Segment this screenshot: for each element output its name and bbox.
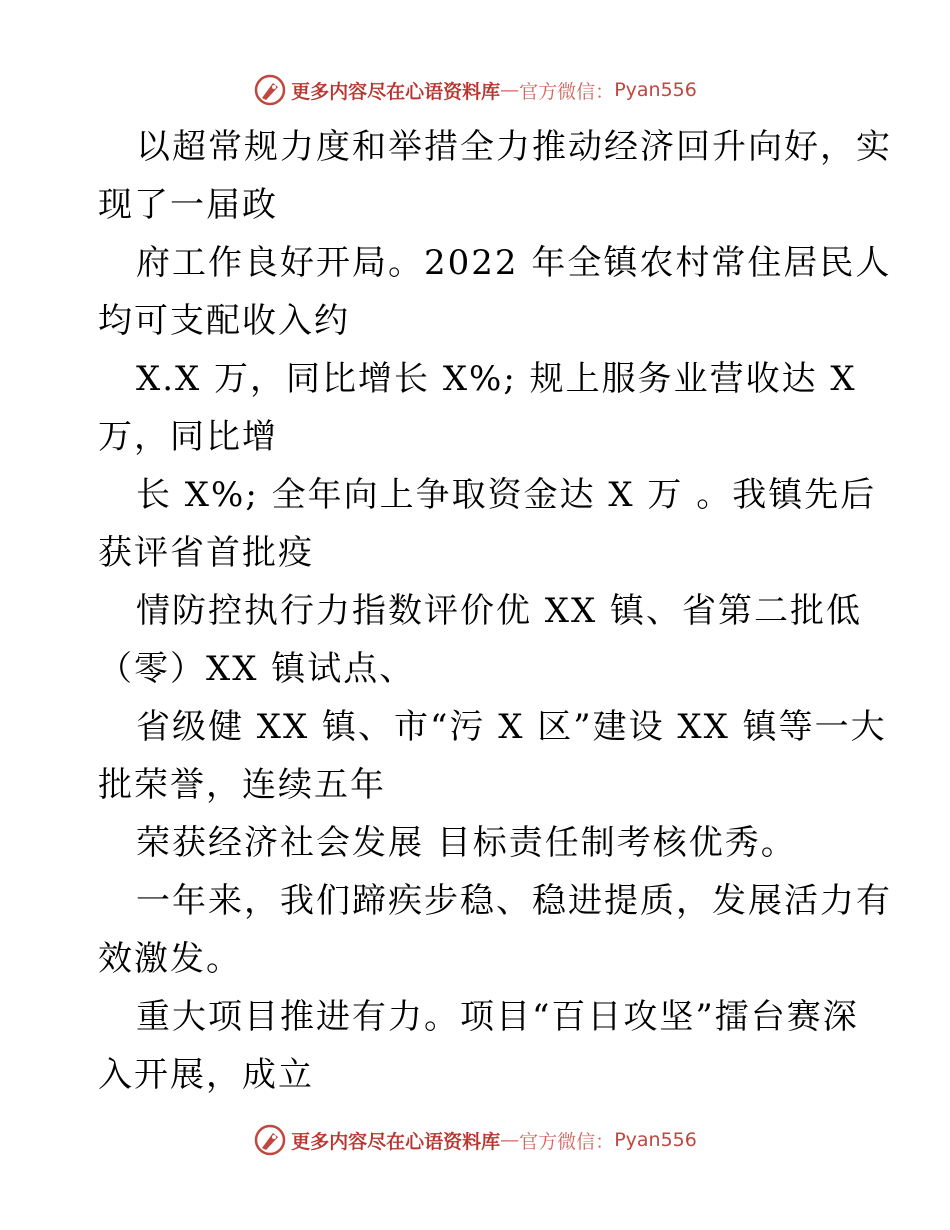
body-line: 批荣誉，连续五年 [98, 765, 386, 805]
body-line: 万，同比增 [98, 417, 278, 457]
body-line: 重大项目推进有力。项目“百日攻坚”擂台赛深 [136, 997, 859, 1037]
watermark-contact-label: 官方微信： [519, 1130, 615, 1153]
body-line: 长 X%; 全年向上争取资金达 X 万 。我镇先后 [136, 475, 877, 515]
body-line: 一年来，我们蹄疾步稳、稳进提质，发展活力有 [136, 881, 892, 921]
body-line: 省级健 XX 镇、市“污 X 区”建设 XX 镇等一大 [136, 707, 887, 747]
footer-watermark [0, 1120, 950, 1160]
header-watermark [0, 70, 950, 110]
body-line: 以超常规力度和举措全力推动经济回升向好，实 [136, 127, 892, 167]
body-line: 获评省首批疫 [98, 533, 314, 573]
watermark-separator: — [500, 1129, 520, 1151]
watermark-main-text: 更多内容尽在心语资料库 [291, 1130, 501, 1153]
body-line: X.X 万，同比增长 X%; 规上服务业营收达 X [136, 359, 857, 399]
watermark-contact-label: 官方微信： [519, 80, 615, 103]
document-body [98, 118, 892, 1104]
watermark-account: Pyan556 [614, 1129, 697, 1151]
pen-nib-logo-icon [253, 73, 287, 107]
body-line: 效激发。 [98, 939, 242, 979]
body-line: 情防控执行力指数评价优 XX 镇、省第二批低 [136, 591, 863, 631]
body-line: 府工作良好开局。2022 年全镇农村常住居民人 [136, 243, 892, 283]
body-line: 入开展，成立 [98, 1055, 314, 1095]
body-line: 现了一届政 [98, 185, 278, 225]
body-line: 荣获经济社会发展 目标责任制考核优秀。 [136, 823, 797, 863]
body-line: 均可支配收入约 [98, 301, 350, 341]
body-line: （零）XX 镇试点、 [98, 649, 416, 689]
watermark-separator: — [500, 79, 520, 101]
watermark-main-text: 更多内容尽在心语资料库 [291, 80, 501, 103]
watermark-account: Pyan556 [614, 79, 697, 101]
pen-nib-logo-icon [253, 1123, 287, 1157]
